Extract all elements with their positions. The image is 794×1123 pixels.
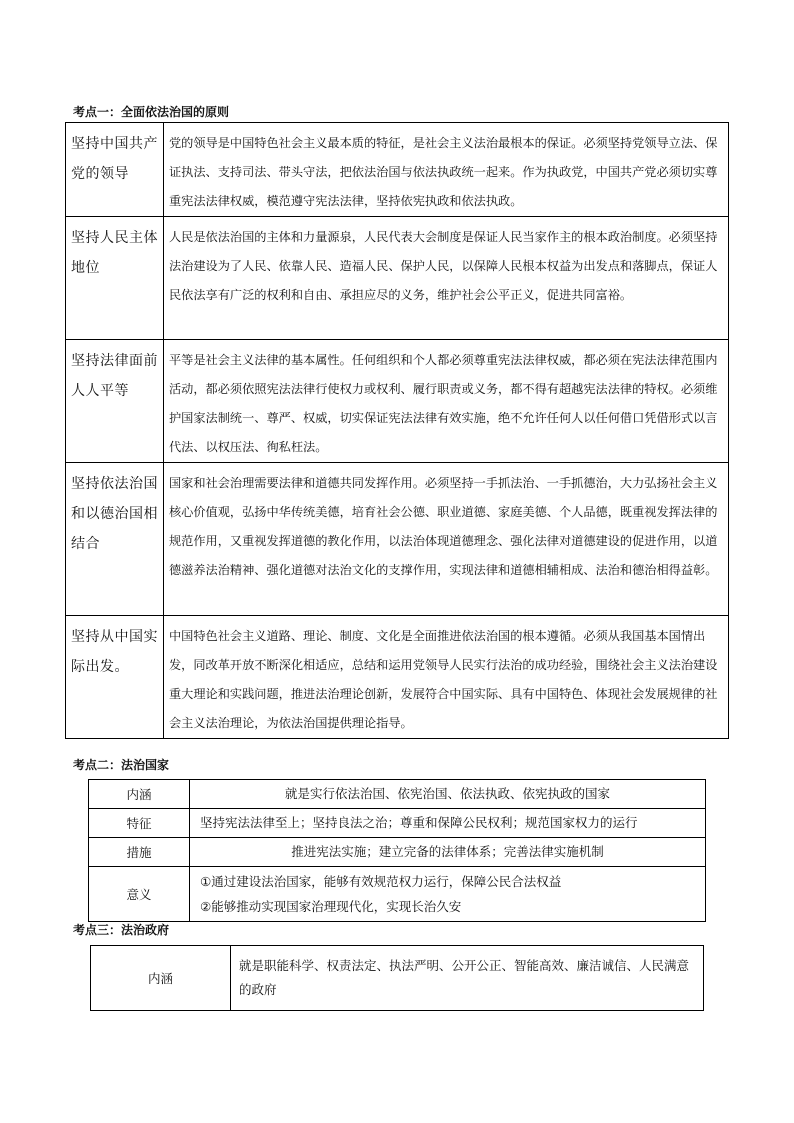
table-row [66,123,729,217]
table-row [89,867,706,922]
significance-line-2: ②能够推动实现国家治理现代化，实现长治久安 [200,899,462,914]
row-label: 坚持人民主体地位 [71,230,158,276]
row-label: 内涵 [91,946,231,1011]
rule-of-law-government-table [90,945,704,1011]
row-content: 党的领导是中国特色社会主义最本质的特征，是社会主义法治最根本的保证。必须坚持党领导立法、保证执法、支持司法、带头守法，把依法治国与依法执政统一起来。作为执政党，中国共产党必须切实尊重宪法法律权威，模范遵守宪法法律，坚持依宪执政和依法执政。 [169,136,718,208]
row-label: 措施 [89,838,190,867]
table-row [91,946,704,1011]
rule-of-law-country-table [88,779,706,922]
row-label: 特征 [89,809,190,838]
row-content: 推进宪法实施；建立完备的法律体系；完善法律实施机制 [190,838,706,867]
row-content: 就是职能科学、权责法定、执法严明、公开公正、智能高效、廉洁诚信、人民满意的政府 [231,946,704,1011]
table-row [89,780,706,809]
table-row [89,809,706,838]
table-row [66,463,729,616]
section3-heading: 考点三：法治政府 [73,923,170,937]
table-row [66,616,729,739]
row-content: 中国特色社会主义道路、理论、制度、文化是全面推进依法治国的根本遵循。必须从我国基本国情出发，同改革开放不断深化相适应，总结和运用党领导人民实行法治的成功经验，围绕社会主义法治建设重大理论和实践问题，推进法治理论创新，发展符合中国实际、具有中国特色、体现社会发展规律的社会主义法治理论，为依法治国提供理论指导。 [169,629,718,730]
principles-table [65,122,729,739]
row-content: 人民是依法治国的主体和力量源泉，人民代表大会制度是保证人民当家作主的根本政治制度。必须坚持法治建设为了人民、依靠人民、造福人民、保护人民，以保障人民根本权益为出发点和落脚点，保证人民依法享有广泛的权利和自由、承担应尽的义务，维护社会公平正义，促进共同富裕。 [169,230,718,302]
table-row [66,217,729,340]
section2-heading: 考点二：法治国家 [73,758,170,772]
row-label: 坚持法律面前人人平等 [71,353,158,399]
table-row [66,340,729,463]
section1-heading: 考点一：全面依法治国的原则 [73,105,230,119]
row-content: 国家和社会治理需要法律和道德共同发挥作用。必须坚持一手抓法治、一手抓德治，大力弘扬社会主义核心价值观，弘扬中华传统美德，培育社会公德、职业道德、家庭美德、个人品德，既重视发挥法律的规范作用，又重视发挥道德的教化作用，以法治体现道德理念、强化法律对道德建设的促进作用，以道德滋养法治精神、强化道德对法治文化的支撑作用，实现法律和道德相辅相成、法治和德治相得益彰。 [169,476,718,577]
row-label: 意义 [89,867,190,922]
row-content: 平等是社会主义法律的基本属性。任何组织和个人都必须尊重宪法法律权威，都必须在宪法法律范围内活动，都必须依照宪法法律行使权力或权利、履行职责或义务，都不得有超越宪法法律的特权。必须维护国家法制统一、尊严、权威，切实保证宪法法律有效实施，绝不允许任何人以任何借口凭借形式以言代法、以权压法、徇私枉法。 [169,353,718,454]
row-label: 内涵 [89,780,190,809]
row-label: 坚持依法治国和以德治国相结合 [71,476,158,552]
significance-line-1: ①通过建设法治国家，能够有效规范权力运行，保障公民合法权益 [200,874,562,889]
table-row [89,838,706,867]
row-content: 就是实行依法治国、依宪治国、依法执政、依宪执政的国家 [190,780,706,809]
row-label: 坚持从中国实际出发。 [71,629,158,675]
row-content: 坚持宪法法律至上；坚持良法之治；尊重和保障公民权利；规范国家权力的运行 [190,809,706,838]
row-label: 坚持中国共产党的领导 [71,136,158,182]
